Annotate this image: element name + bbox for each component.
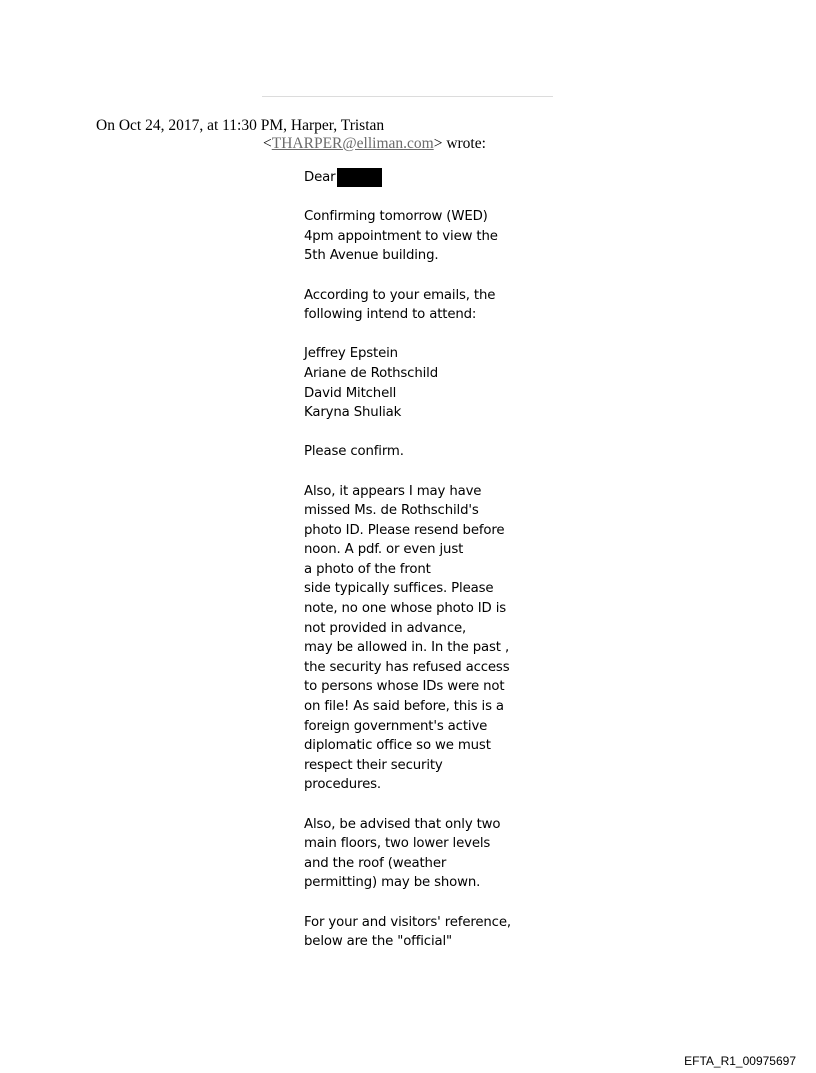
- email-body: [304, 168, 544, 971]
- body-paragraph: [304, 207, 544, 266]
- body-line: Also, it appears I may have: [304, 483, 482, 499]
- body-paragraphs: [304, 207, 544, 952]
- greeting: [304, 168, 544, 188]
- quoted-header-line: [96, 117, 384, 135]
- body-line: diplomatic office so we must: [304, 738, 491, 754]
- body-line: David Mitchell: [304, 385, 397, 401]
- redaction-box: [337, 168, 382, 187]
- body-line: respect their security: [304, 757, 443, 773]
- body-line: 5th Avenue building.: [304, 248, 439, 264]
- body-line: main floors, two lower levels: [304, 836, 491, 852]
- sender-email-link[interactable]: THARPER@elliman.com: [271, 135, 434, 152]
- body-line: Karyna Shuliak: [304, 405, 402, 421]
- body-line: Please confirm.: [304, 444, 404, 460]
- body-line: to persons whose IDs were not: [304, 679, 505, 695]
- body-paragraph: [304, 286, 544, 325]
- body-line: note, no one whose photo ID is: [304, 601, 507, 617]
- body-line: According to your emails, the: [304, 287, 496, 303]
- body-line: foreign government's active: [304, 718, 488, 734]
- body-line: Confirming tomorrow (WED): [304, 209, 488, 225]
- body-line: Jeffrey Epstein: [304, 346, 398, 362]
- body-paragraph: [304, 815, 544, 893]
- body-line: Ariane de Rothschild: [304, 365, 439, 381]
- body-line: not provided in advance,: [304, 620, 467, 636]
- body-line: on file! As said before, this is a: [304, 699, 504, 715]
- body-line: the security has refused access: [304, 659, 510, 675]
- body-line: procedures.: [304, 777, 381, 793]
- body-line: permitting) may be shown.: [304, 875, 481, 891]
- body-line: side typically suffices. Please: [304, 581, 494, 597]
- body-line: noon. A pdf. or even just: [304, 542, 464, 558]
- body-line: 4pm appointment to view the: [304, 228, 498, 244]
- body-paragraph: [304, 344, 544, 422]
- quoted-header-email-line: [263, 135, 486, 153]
- body-line: a photo of the front: [304, 561, 431, 577]
- wrote-text: > wrote:: [433, 135, 486, 152]
- greeting-text: Dear: [304, 170, 336, 185]
- body-line: Also, be advised that only two: [304, 816, 501, 832]
- body-line: and the roof (weather: [304, 855, 447, 871]
- body-paragraph: [304, 482, 544, 796]
- body-line: missed Ms. de Rothschild's: [304, 503, 479, 519]
- body-paragraph: [304, 913, 544, 952]
- body-line: may be allowed in. In the past ,: [304, 640, 510, 656]
- quoted-header-text: On Oct 24, 2017, at 11:30 PM, Harper, Tristan: [96, 117, 385, 134]
- body-line: below are the "official": [304, 934, 453, 950]
- document-id: EFTA_R1_00975697: [684, 1054, 796, 1068]
- body-line: For your and visitors' reference,: [304, 914, 511, 930]
- body-line: photo ID. Please resend before: [304, 522, 505, 538]
- body-line: following intend to attend:: [304, 307, 477, 323]
- body-paragraph: [304, 442, 544, 462]
- header-divider: [262, 96, 553, 97]
- email-open-bracket: <: [263, 135, 272, 152]
